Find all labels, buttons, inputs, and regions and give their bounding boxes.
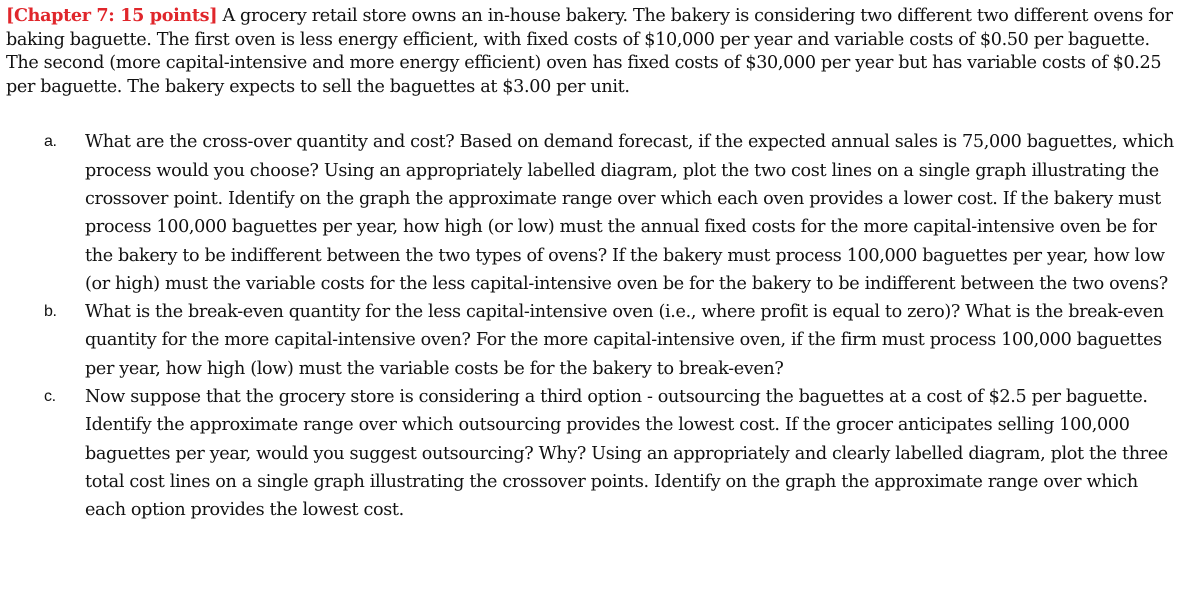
question-list [6, 128, 1174, 524]
question-text: What is the break-even quantity for the less capital-intensive oven (i.e., where profit is equal to zero)? What is the break-even quantity for the more capital-intensive oven? For the more capital-intensive oven, if the firm must process 100,000 baguettes per year, how high (low) must the variable costs be for the bakery to break-even? [85, 302, 1164, 379]
question-marker: a. [44, 133, 57, 151]
question-a [6, 128, 1174, 298]
question-b [6, 298, 1174, 383]
question-text: What are the cross-over quantity and cost? Based on demand forecast, if the expected annual sales is 75,000 baguettes, which process would you choose? Using an appropriately labelled diagram, plot the two cost lines on a single graph illustrating the crossover point. Identify on the graph the approximate range over which each oven provides a lower cost. If the bakery must process 100,000 baguettes per year, how high (or low) must the annual fixed costs for the more capital-intensive oven be for the bakery to be indifferent between the two types of ovens? If the bakery must process 100,000 baguettes per year, how low (or high) must the variable costs for the less capital-intensive oven be for the bakery to be indifferent between the two ovens? [85, 132, 1174, 294]
question-marker: c. [44, 388, 56, 406]
question-c [6, 383, 1174, 524]
question-marker: b. [44, 303, 57, 321]
question-text: Now suppose that the grocery store is considering a third option - outsourcing the baguettes at a cost of $2.5 per baguette. Identify the approximate range over which outsourcing provides the lowest cost. If the grocer anticipates selling 100,000 baguettes per year, would you suggest outsourcing? Why? Using an appropriately and clearly labelled diagram, plot the three total cost lines on a single graph illustrating the crossover points. Identify on the graph the approximate range over which each option provides the lowest cost. [85, 387, 1168, 521]
intro-text: A grocery retail store owns an in-house bakery. The bakery is considering two different two different ovens for baking baguette. The first oven is less energy efficient, with fixed costs of $10,000 per year and variable costs of $0.50 per baguette. The second (more capital-intensive and more energy efficient) oven has fixed costs of $30,000 per year but has variable costs of $0.25 per baguette. The bakery expects to sell the baguettes at $3.00 per unit. [6, 6, 1173, 97]
chapter-tag: [Chapter 7: 15 points] [6, 5, 218, 26]
problem-document [6, 4, 1174, 525]
problem-intro [6, 4, 1174, 99]
